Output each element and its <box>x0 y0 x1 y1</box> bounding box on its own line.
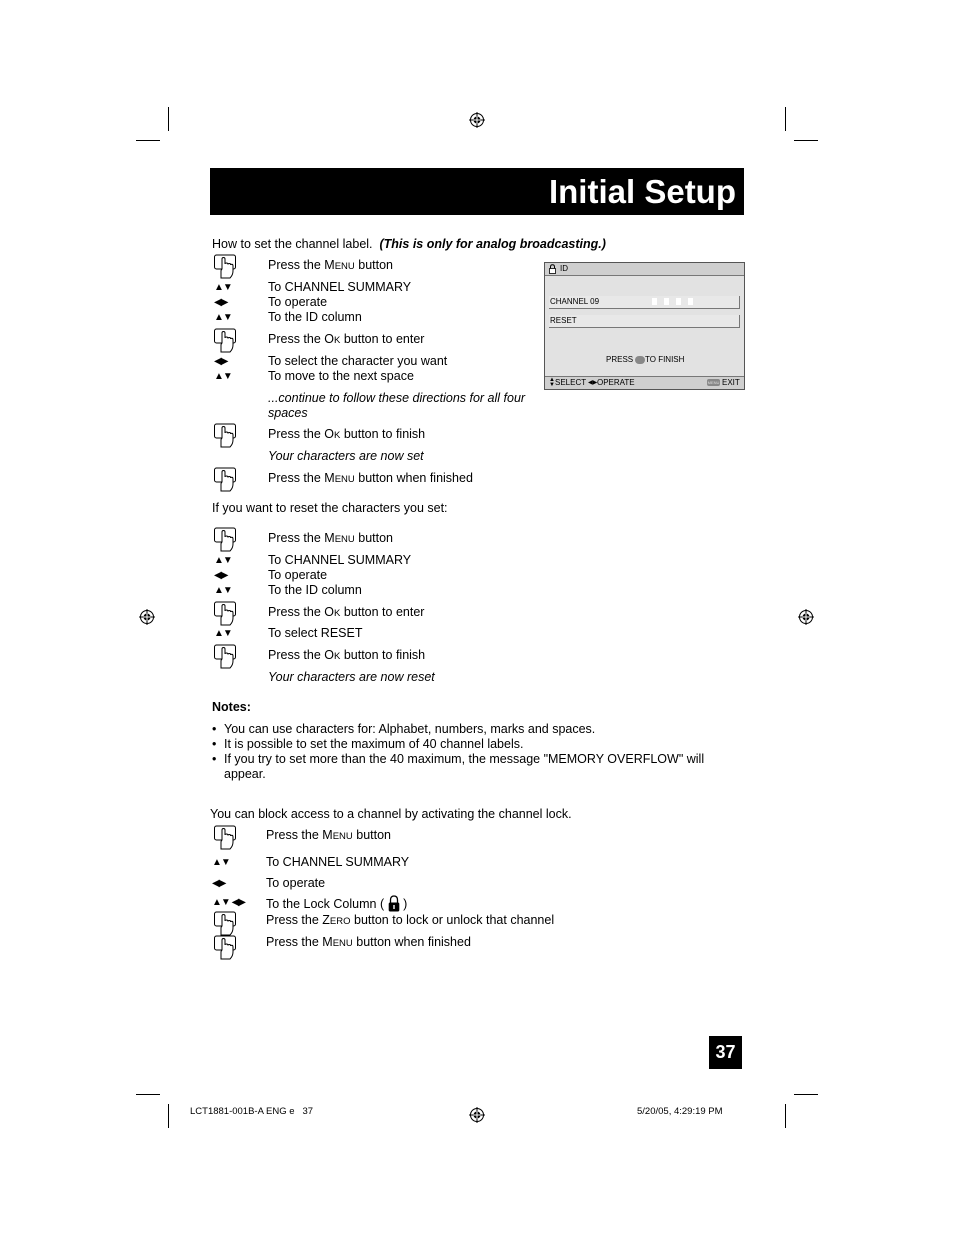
left-right-arrows-icon: ◀▶ <box>214 570 228 581</box>
step-lock-column: To the Lock Column ( ) <box>266 897 408 911</box>
up-down-arrows-icon: ▲▼ <box>214 282 232 293</box>
osd-select-label: SELECT <box>555 378 587 387</box>
section1-intro: How to set the channel label. (This is only for analog broadcasting.) <box>212 237 606 251</box>
step-press-ok-enter: Press the OK button to enter <box>268 332 425 346</box>
step-chars-reset: Your characters are now reset <box>268 670 435 684</box>
crop-mark <box>785 1104 786 1128</box>
note-bullet: • <box>212 752 217 766</box>
osd-footer <box>545 376 744 389</box>
step-operate: To operate <box>268 295 328 309</box>
step-press-zero: Press the ZERO button to lock or unlock that channel <box>266 913 555 927</box>
step-press-menu: Press the MENU button <box>266 828 391 842</box>
osd-header-label: ID <box>560 264 568 273</box>
hand-press-icon <box>213 644 237 670</box>
hand-press-icon <box>213 601 237 627</box>
step-press-menu-finished: Press the MENU button when finished <box>266 935 471 949</box>
step-next-space: To move to the next space <box>268 369 414 383</box>
tv-osd-screen <box>544 262 745 390</box>
osd-press-label: PRESS <box>606 355 634 364</box>
osd-row-channel <box>549 296 740 309</box>
up-down-arrows-icon: ▲▼ <box>214 371 232 382</box>
step-press-ok-finish: Press the OK button to finish <box>268 648 426 662</box>
left-right-arrows-icon: ◀▶ <box>214 356 228 367</box>
left-right-arrows-icon: ◀▶ <box>212 878 226 889</box>
step-press-menu-finished: Press the MENU button when finished <box>268 471 473 485</box>
step-press-ok-finish: Press the OK button to finish <box>268 427 426 441</box>
osd-ok-button-icon: OK <box>635 356 645 364</box>
step-operate: To operate <box>266 876 326 890</box>
hand-press-icon <box>213 328 237 354</box>
all-arrows-icon: ▲▼ ◀▶ <box>212 897 245 908</box>
page-title: Initial Setup <box>548 173 736 210</box>
osd-channel-label: CHANNEL 09 <box>550 297 600 306</box>
note-bullet: • <box>212 737 217 751</box>
step-chars-set: Your characters are now set <box>268 449 424 463</box>
step-continue-note-2: spaces <box>268 406 308 420</box>
crop-mark <box>794 1094 818 1095</box>
step-press-menu: Press the MENU button <box>268 258 393 272</box>
notes-heading: Notes: <box>212 700 251 714</box>
osd-to-finish-label: TO FINISH <box>645 355 685 364</box>
title-bar <box>210 168 744 215</box>
crop-mark <box>136 1094 160 1095</box>
step-operate: To operate <box>268 568 328 582</box>
osd-exit-label: EXIT <box>722 378 740 387</box>
up-down-arrows-icon: ▲▼ <box>214 312 232 323</box>
up-down-arrows-icon: ▲▼ <box>214 585 232 596</box>
osd-header <box>545 263 744 276</box>
registration-mark-icon <box>469 1107 485 1123</box>
osd-leftright-icon: ◀▶ <box>588 380 598 386</box>
step-channel-summary: To CHANNEL SUMMARY <box>266 855 410 869</box>
footer-left: LCT1881-001B-A ENG e 37 <box>190 1106 314 1117</box>
left-right-arrows-icon: ◀▶ <box>214 297 228 308</box>
page-number: 37 <box>709 1036 742 1069</box>
registration-mark-icon <box>798 609 814 625</box>
step-channel-summary: To CHANNEL SUMMARY <box>268 280 412 294</box>
registration-mark-icon <box>139 609 155 625</box>
osd-row-reset <box>549 315 740 328</box>
note-item: You can use characters for: Alphabet, numbers, marks and spaces. <box>224 722 596 736</box>
osd-char-slot <box>652 298 657 305</box>
step-select-character: To select the character you want <box>268 354 448 368</box>
hand-press-icon <box>213 825 237 851</box>
crop-mark <box>168 1104 169 1128</box>
footer-right: 5/20/05, 4:29:19 PM <box>637 1106 723 1117</box>
up-down-arrows-icon: ▲▼ <box>214 555 232 566</box>
registration-mark-icon <box>469 112 485 128</box>
step-press-ok-enter: Press the OK button to enter <box>268 605 425 619</box>
osd-reset-label: RESET <box>550 316 577 325</box>
crop-mark <box>168 107 169 131</box>
step-channel-summary: To CHANNEL SUMMARY <box>268 553 412 567</box>
hand-press-icon <box>213 254 237 280</box>
step-continue-note: ...continue to follow these directions for all four <box>268 391 526 405</box>
hand-press-icon <box>213 935 237 961</box>
note-item-cont: appear. <box>224 767 266 781</box>
note-item: It is possible to set the maximum of 40 channel labels. <box>224 737 524 751</box>
crop-mark <box>785 107 786 131</box>
up-down-arrows-icon: ▲▼ <box>212 857 230 868</box>
step-select-reset: To select RESET <box>268 626 363 640</box>
osd-char-slot <box>664 298 669 305</box>
section2-intro: If you want to reset the characters you set: <box>212 501 448 515</box>
hand-press-icon <box>213 423 237 449</box>
crop-mark <box>136 140 160 141</box>
step-id-column: To the ID column <box>268 310 362 324</box>
osd-menu-button-icon: MENU <box>707 380 720 385</box>
osd-char-slot <box>688 298 693 305</box>
lock-icon <box>388 895 400 912</box>
note-bullet: • <box>212 722 217 736</box>
section3-intro: You can block access to a channel by activating the channel lock. <box>210 807 572 821</box>
crop-mark <box>794 140 818 141</box>
lock-icon <box>549 264 556 274</box>
hand-press-icon <box>213 467 237 493</box>
osd-char-slot <box>676 298 681 305</box>
note-item: If you try to set more than the 40 maximum, the message "MEMORY OVERFLOW" will <box>224 752 705 766</box>
step-press-menu: Press the MENU button <box>268 531 393 545</box>
hand-press-icon <box>213 527 237 553</box>
osd-operate-label: OPERATE <box>597 378 635 387</box>
up-down-arrows-icon: ▲▼ <box>214 628 232 639</box>
osd-updown-icon: ▲ ▼ <box>549 377 555 388</box>
hand-press-icon <box>213 911 237 937</box>
step-id-column: To the ID column <box>268 583 362 597</box>
